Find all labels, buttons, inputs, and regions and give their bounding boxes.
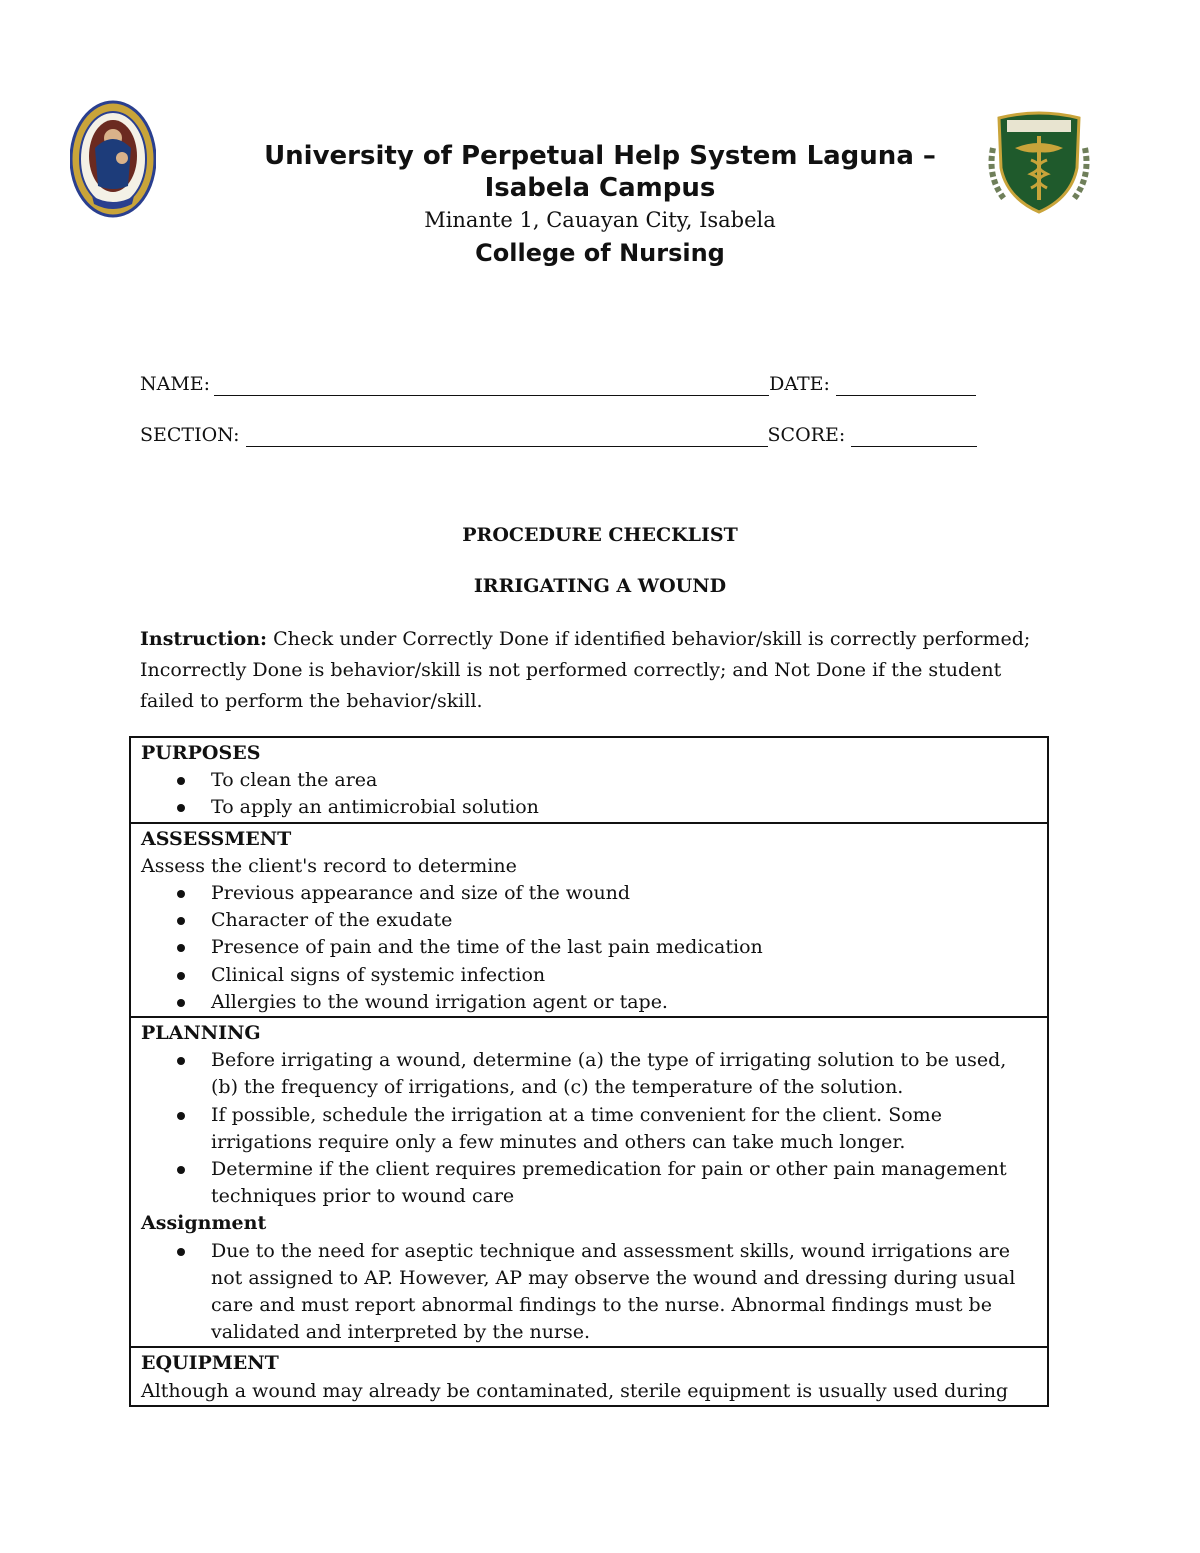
list-item: Clinical signs of systemic infection <box>141 962 1037 989</box>
name-blank[interactable] <box>214 377 769 396</box>
section-blank[interactable] <box>246 428 768 447</box>
list-item: Allergies to the wound irrigation agent or tape. <box>141 989 1037 1016</box>
equipment-text: Although a wound may already be contaminated, sterile equipment is usually used during <box>141 1379 1009 1402</box>
purposes-section <box>131 738 1047 822</box>
planning-section <box>131 1016 1047 1346</box>
procedure-checklist-title: PROCEDURE CHECKLIST <box>462 524 738 546</box>
list-item: If possible, schedule the irrigation at a time convenient for the client. Some irrigations require only a few minutes and others can take much longer. <box>141 1102 1037 1156</box>
assignment-list <box>141 1238 1037 1347</box>
equipment-heading: EQUIPMENT <box>141 1352 279 1375</box>
university-name-line-1: University of Perpetual Help System Laguna – <box>264 141 936 171</box>
score-blank[interactable] <box>851 428 977 447</box>
list-item: To apply an antimicrobial solution <box>141 794 1037 821</box>
list-item: Presence of pain and the time of the last pain medication <box>141 934 1037 961</box>
planning-list <box>141 1047 1037 1210</box>
instruction-paragraph <box>140 624 1060 717</box>
equipment-section <box>131 1346 1047 1404</box>
instruction-label: Instruction: <box>140 628 268 650</box>
list-item: Determine if the client requires premedication for pain or other pain management techniques prior to wound care <box>141 1156 1037 1210</box>
list-item: Due to the need for aseptic technique and assessment skills, wound irrigations are not assigned to AP. However, AP may observe the wound and dressing during usual care and must report abnormal findings to the nurse. Abnormal findings must be validated and interpreted by the nurse. <box>141 1238 1037 1347</box>
purposes-list <box>141 767 1037 821</box>
skill-title: IRRIGATING A WOUND <box>473 575 727 597</box>
score-label: SCORE: <box>767 424 846 446</box>
purposes-heading: PURPOSES <box>141 742 261 764</box>
list-item: Character of the exudate <box>141 907 1037 934</box>
list-item: Previous appearance and size of the wound <box>141 880 1037 907</box>
section-score-row <box>140 423 990 447</box>
instruction-text: Check under Correctly Done if identified behavior/skill is correctly performed; Incorrectly Done is behavior/skill is not performed correctly; and Not Done if the student failed to perform the behavior/skill. <box>140 628 1031 712</box>
assessment-section <box>131 822 1047 1016</box>
checklist-table <box>129 736 1049 1407</box>
university-name <box>0 140 1200 204</box>
campus-address: Minante 1, Cauayan City, Isabela <box>424 208 776 232</box>
assessment-heading: ASSESSMENT <box>141 827 292 850</box>
assessment-intro: Assess the client's record to determine <box>141 854 517 877</box>
list-item: To clean the area <box>141 767 1037 794</box>
college-name: College of Nursing <box>475 239 725 267</box>
name-date-row <box>140 372 990 396</box>
planning-heading: PLANNING <box>141 1022 261 1045</box>
assignment-heading: Assignment <box>141 1212 267 1235</box>
university-name-line-2: Isabela Campus <box>484 173 716 203</box>
name-label: NAME: <box>140 373 211 395</box>
section-label: SECTION: <box>140 424 240 446</box>
assessment-list <box>141 880 1037 1016</box>
date-blank[interactable] <box>836 377 976 396</box>
date-label: DATE: <box>769 373 830 395</box>
list-item: Before irrigating a wound, determine (a) the type of irrigating solution to be used, (b) the frequency of irrigations, and (c) the temperature of the solution. <box>141 1047 1037 1101</box>
